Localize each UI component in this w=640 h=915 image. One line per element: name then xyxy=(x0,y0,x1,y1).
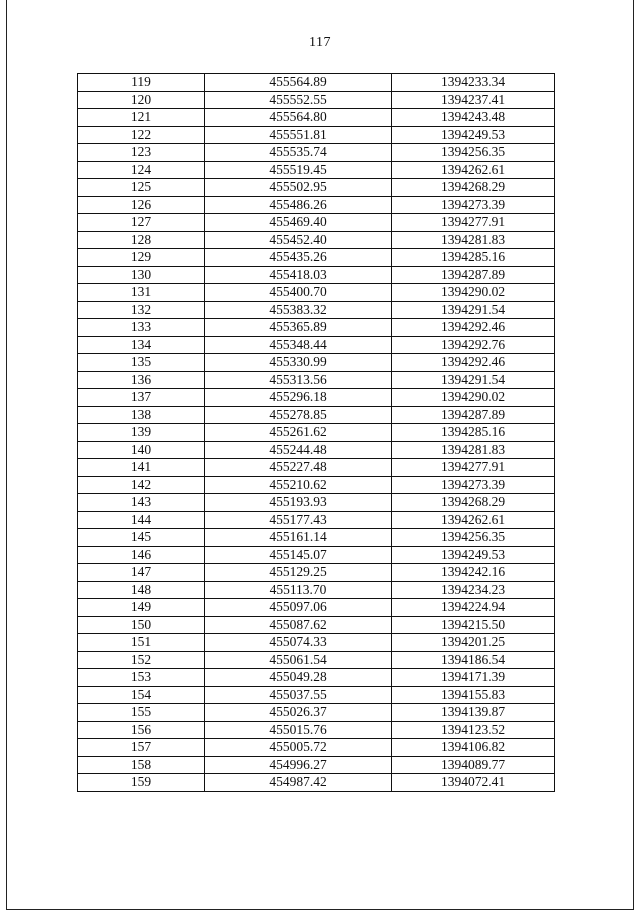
x-coordinate-cell: 455097.06 xyxy=(205,599,392,617)
x-coordinate-cell: 455087.62 xyxy=(205,616,392,634)
y-coordinate-cell: 1394285.16 xyxy=(392,424,555,442)
y-coordinate-cell: 1394224.94 xyxy=(392,599,555,617)
table-row xyxy=(78,196,555,214)
x-coordinate-cell: 455469.40 xyxy=(205,214,392,232)
table-row xyxy=(78,179,555,197)
x-coordinate-cell: 455113.70 xyxy=(205,581,392,599)
table-row xyxy=(78,231,555,249)
y-coordinate-cell: 1394290.02 xyxy=(392,389,555,407)
y-coordinate-cell: 1394292.46 xyxy=(392,354,555,372)
point-number-cell: 123 xyxy=(78,144,205,162)
point-number-cell: 119 xyxy=(78,74,205,92)
y-coordinate-cell: 1394292.46 xyxy=(392,319,555,337)
table-row xyxy=(78,214,555,232)
point-number-cell: 133 xyxy=(78,319,205,337)
point-number-cell: 130 xyxy=(78,266,205,284)
table-row xyxy=(78,616,555,634)
table-row xyxy=(78,144,555,162)
table-row xyxy=(78,301,555,319)
point-number-cell: 127 xyxy=(78,214,205,232)
y-coordinate-cell: 1394273.39 xyxy=(392,196,555,214)
x-coordinate-cell: 455210.62 xyxy=(205,476,392,494)
table-row xyxy=(78,669,555,687)
page-number: 117 xyxy=(309,35,331,50)
x-coordinate-cell: 455015.76 xyxy=(205,721,392,739)
table-row xyxy=(78,634,555,652)
x-coordinate-cell: 455348.44 xyxy=(205,336,392,354)
x-coordinate-cell: 455177.43 xyxy=(205,511,392,529)
y-coordinate-cell: 1394256.35 xyxy=(392,529,555,547)
x-coordinate-cell: 455564.89 xyxy=(205,74,392,92)
y-coordinate-cell: 1394273.39 xyxy=(392,476,555,494)
x-coordinate-cell: 455452.40 xyxy=(205,231,392,249)
point-number-cell: 131 xyxy=(78,284,205,302)
table-row xyxy=(78,494,555,512)
y-coordinate-cell: 1394291.54 xyxy=(392,301,555,319)
x-coordinate-cell: 455227.48 xyxy=(205,459,392,477)
y-coordinate-cell: 1394287.89 xyxy=(392,406,555,424)
y-coordinate-cell: 1394106.82 xyxy=(392,739,555,757)
point-number-cell: 135 xyxy=(78,354,205,372)
x-coordinate-cell: 455161.14 xyxy=(205,529,392,547)
point-number-cell: 148 xyxy=(78,581,205,599)
point-number-cell: 134 xyxy=(78,336,205,354)
point-number-cell: 153 xyxy=(78,669,205,687)
table-row xyxy=(78,284,555,302)
y-coordinate-cell: 1394249.53 xyxy=(392,126,555,144)
point-number-cell: 157 xyxy=(78,739,205,757)
x-coordinate-cell: 455296.18 xyxy=(205,389,392,407)
table-row xyxy=(78,686,555,704)
y-coordinate-cell: 1394290.02 xyxy=(392,284,555,302)
table-row xyxy=(78,249,555,267)
point-number-cell: 152 xyxy=(78,651,205,669)
point-number-cell: 154 xyxy=(78,686,205,704)
table-row xyxy=(78,109,555,127)
y-coordinate-cell: 1394234.23 xyxy=(392,581,555,599)
point-number-cell: 149 xyxy=(78,599,205,617)
x-coordinate-cell: 455519.45 xyxy=(205,161,392,179)
table-row xyxy=(78,91,555,109)
table-row xyxy=(78,424,555,442)
table-row xyxy=(78,651,555,669)
x-coordinate-cell: 454987.42 xyxy=(205,774,392,792)
table-row xyxy=(78,74,555,92)
y-coordinate-cell: 1394292.76 xyxy=(392,336,555,354)
point-number-cell: 137 xyxy=(78,389,205,407)
table-row xyxy=(78,336,555,354)
table-row xyxy=(78,476,555,494)
y-coordinate-cell: 1394291.54 xyxy=(392,371,555,389)
x-coordinate-cell: 454996.27 xyxy=(205,756,392,774)
y-coordinate-cell: 1394089.77 xyxy=(392,756,555,774)
table-row xyxy=(78,739,555,757)
point-number-cell: 120 xyxy=(78,91,205,109)
y-coordinate-cell: 1394233.34 xyxy=(392,74,555,92)
x-coordinate-cell: 455486.26 xyxy=(205,196,392,214)
x-coordinate-cell: 455418.03 xyxy=(205,266,392,284)
y-coordinate-cell: 1394186.54 xyxy=(392,651,555,669)
table-row xyxy=(78,459,555,477)
point-number-cell: 129 xyxy=(78,249,205,267)
point-number-cell: 125 xyxy=(78,179,205,197)
table-row xyxy=(78,599,555,617)
point-number-cell: 140 xyxy=(78,441,205,459)
x-coordinate-cell: 455193.93 xyxy=(205,494,392,512)
x-coordinate-cell: 455074.33 xyxy=(205,634,392,652)
point-number-cell: 151 xyxy=(78,634,205,652)
x-coordinate-cell: 455145.07 xyxy=(205,546,392,564)
y-coordinate-cell: 1394281.83 xyxy=(392,441,555,459)
x-coordinate-cell: 455330.99 xyxy=(205,354,392,372)
point-number-cell: 146 xyxy=(78,546,205,564)
point-number-cell: 143 xyxy=(78,494,205,512)
coordinates-table-body xyxy=(78,74,555,792)
point-number-cell: 126 xyxy=(78,196,205,214)
point-number-cell: 145 xyxy=(78,529,205,547)
y-coordinate-cell: 1394237.41 xyxy=(392,91,555,109)
table-row xyxy=(78,389,555,407)
point-number-cell: 159 xyxy=(78,774,205,792)
table-row xyxy=(78,546,555,564)
point-number-cell: 121 xyxy=(78,109,205,127)
y-coordinate-cell: 1394201.25 xyxy=(392,634,555,652)
point-number-cell: 141 xyxy=(78,459,205,477)
point-number-cell: 144 xyxy=(78,511,205,529)
point-number-cell: 142 xyxy=(78,476,205,494)
table-row xyxy=(78,319,555,337)
y-coordinate-cell: 1394262.61 xyxy=(392,161,555,179)
point-number-cell: 138 xyxy=(78,406,205,424)
point-number-cell: 124 xyxy=(78,161,205,179)
y-coordinate-cell: 1394139.87 xyxy=(392,704,555,722)
table-row xyxy=(78,721,555,739)
y-coordinate-cell: 1394072.41 xyxy=(392,774,555,792)
x-coordinate-cell: 455365.89 xyxy=(205,319,392,337)
x-coordinate-cell: 455129.25 xyxy=(205,564,392,582)
x-coordinate-cell: 455552.55 xyxy=(205,91,392,109)
y-coordinate-cell: 1394243.48 xyxy=(392,109,555,127)
table-row xyxy=(78,756,555,774)
y-coordinate-cell: 1394287.89 xyxy=(392,266,555,284)
point-number-cell: 128 xyxy=(78,231,205,249)
table-row xyxy=(78,564,555,582)
table-row xyxy=(78,371,555,389)
y-coordinate-cell: 1394268.29 xyxy=(392,494,555,512)
x-coordinate-cell: 455005.72 xyxy=(205,739,392,757)
y-coordinate-cell: 1394268.29 xyxy=(392,179,555,197)
y-coordinate-cell: 1394155.83 xyxy=(392,686,555,704)
table-row xyxy=(78,441,555,459)
x-coordinate-cell: 455535.74 xyxy=(205,144,392,162)
y-coordinate-cell: 1394171.39 xyxy=(392,669,555,687)
point-number-cell: 147 xyxy=(78,564,205,582)
point-number-cell: 132 xyxy=(78,301,205,319)
point-number-cell: 156 xyxy=(78,721,205,739)
x-coordinate-cell: 455026.37 xyxy=(205,704,392,722)
y-coordinate-cell: 1394215.50 xyxy=(392,616,555,634)
y-coordinate-cell: 1394285.16 xyxy=(392,249,555,267)
point-number-cell: 158 xyxy=(78,756,205,774)
table-row xyxy=(78,704,555,722)
y-coordinate-cell: 1394123.52 xyxy=(392,721,555,739)
table-row xyxy=(78,126,555,144)
x-coordinate-cell: 455551.81 xyxy=(205,126,392,144)
x-coordinate-cell: 455313.56 xyxy=(205,371,392,389)
x-coordinate-cell: 455261.62 xyxy=(205,424,392,442)
y-coordinate-cell: 1394277.91 xyxy=(392,459,555,477)
point-number-cell: 150 xyxy=(78,616,205,634)
table-row xyxy=(78,266,555,284)
x-coordinate-cell: 455435.26 xyxy=(205,249,392,267)
x-coordinate-cell: 455502.95 xyxy=(205,179,392,197)
x-coordinate-cell: 455400.70 xyxy=(205,284,392,302)
table-row xyxy=(78,354,555,372)
table-row xyxy=(78,529,555,547)
x-coordinate-cell: 455037.55 xyxy=(205,686,392,704)
y-coordinate-cell: 1394262.61 xyxy=(392,511,555,529)
x-coordinate-cell: 455564.80 xyxy=(205,109,392,127)
point-number-cell: 139 xyxy=(78,424,205,442)
x-coordinate-cell: 455383.32 xyxy=(205,301,392,319)
table-row xyxy=(78,581,555,599)
y-coordinate-cell: 1394277.91 xyxy=(392,214,555,232)
point-number-cell: 136 xyxy=(78,371,205,389)
x-coordinate-cell: 455278.85 xyxy=(205,406,392,424)
y-coordinate-cell: 1394242.16 xyxy=(392,564,555,582)
table-row xyxy=(78,406,555,424)
x-coordinate-cell: 455244.48 xyxy=(205,441,392,459)
point-number-cell: 122 xyxy=(78,126,205,144)
x-coordinate-cell: 455049.28 xyxy=(205,669,392,687)
y-coordinate-cell: 1394256.35 xyxy=(392,144,555,162)
coordinates-table xyxy=(77,73,555,792)
y-coordinate-cell: 1394281.83 xyxy=(392,231,555,249)
x-coordinate-cell: 455061.54 xyxy=(205,651,392,669)
y-coordinate-cell: 1394249.53 xyxy=(392,546,555,564)
point-number-cell: 155 xyxy=(78,704,205,722)
table-row xyxy=(78,511,555,529)
table-row xyxy=(78,774,555,792)
table-row xyxy=(78,161,555,179)
